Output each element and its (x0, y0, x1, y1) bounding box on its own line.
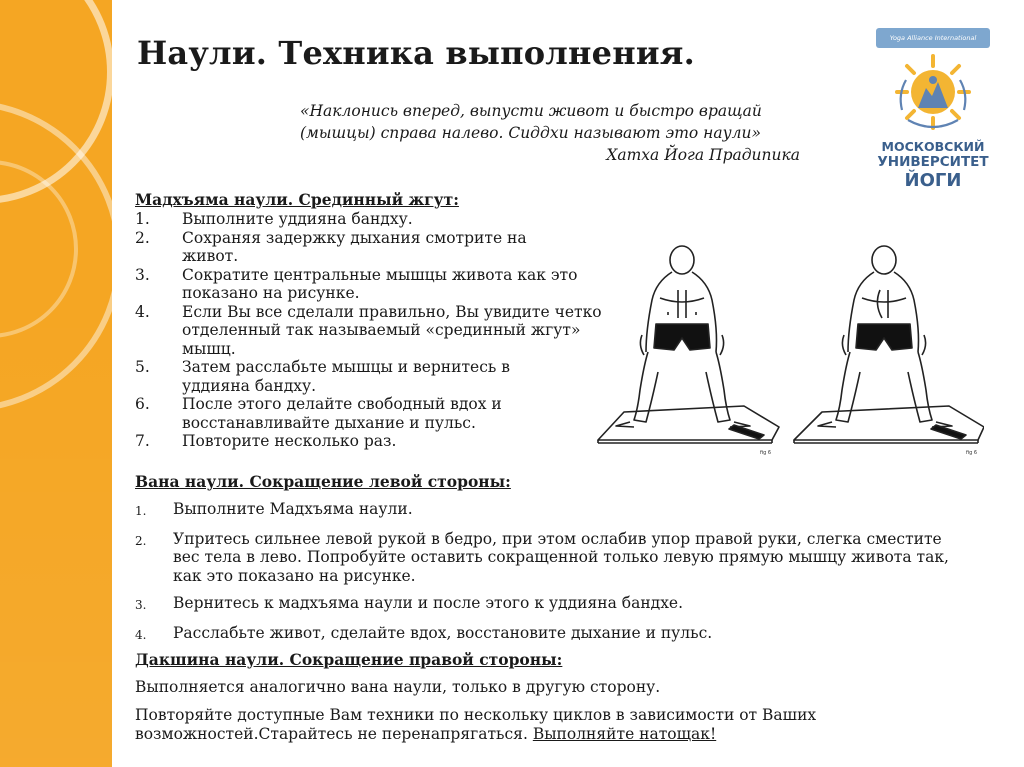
list-item: 3. Сократите центральные мышцы живота как это показано на рисунке. (135, 265, 578, 302)
logo-text-line-3: ЙОГИ (904, 170, 962, 191)
logo-ribbon: Yoga Alliance International (876, 28, 990, 48)
list-item: 6. После этого делайте свободный вдох и восстанавливайте дыхание и пульс. (135, 395, 502, 432)
vama-heading: Вана наули. Сокращение левой стороны: (135, 472, 511, 491)
list-item: 3. Вернитесь к мадхъяма наули и после этого к уддияна бандхе. (135, 594, 684, 612)
list-item: 5. Затем расслабьте мышцы и вернитесь в уддияна бандху. (135, 358, 510, 395)
decorative-sidebar (0, 0, 112, 767)
figure-caption-right: fig 6 (966, 450, 978, 456)
epigraph-quote (300, 100, 800, 166)
university-logo (868, 28, 998, 198)
list-item: 2. Упритесь сильнее левой рукой в бедро, при этом ослабив упор правой руки, слегка сместите вес тела в лево. Попробуйте оставить сокращенной только левую прямую мышцу живота так, как это показано на рисунке. (135, 529, 949, 585)
logo-text-line-1: МОСКОВСКИЙ (881, 139, 985, 154)
quote-line-1: «Наклонись вперед, выпусти живот и быстро вращай (300, 102, 762, 120)
dakshina-text: Выполняется аналогично вана наули, только в другую сторону. (135, 678, 661, 696)
quote-source: Хатха Йога Прадипика (606, 146, 800, 164)
quote-line-2: (мышцы) справа налево. Сиддхи называют это наули» (300, 124, 761, 142)
figure-caption-left: fig 6 (760, 450, 772, 456)
list-item: 1. Выполните уддияна бандху. (135, 210, 413, 228)
closing-paragraph (135, 706, 975, 743)
page-title: Наули. Техника выполнения. (137, 34, 695, 72)
closing-emphasis: Выполняйте натощак! (532, 724, 717, 743)
list-item: 4. Расслабьте живот, сделайте вдох, восстановите дыхание и пульс. (135, 623, 713, 642)
vama-steps (135, 500, 975, 653)
list-item: 4. Если Вы все сделали правильно, Вы увидите четко отделенный так называемый «срединный жгут» мышц. (135, 302, 602, 358)
list-item: 1. Выполните Мадхъяма наули. (135, 500, 413, 518)
dakshina-heading: Дакшина наули. Сокращение правой стороны: (135, 650, 563, 669)
madhyama-steps (135, 210, 605, 451)
nauli-posture-illustration (594, 240, 984, 460)
logo-text-line-2: УНИВЕРСИТЕТ (877, 154, 989, 170)
list-item: 2. Сохраняя задержку дыхания смотрите на живот. (135, 228, 527, 265)
madhyama-heading: Мадхъяма наули. Срединный жгут: (135, 190, 459, 209)
closing-text: Повторяйте доступные Вам техники по нескольку циклов в зависимости от Ваших возможностей.Старайтесь не перенапрягаться. (135, 706, 817, 743)
sun-emblem-icon (888, 50, 978, 136)
list-item: 7. Повторите несколько раз. (135, 432, 397, 450)
